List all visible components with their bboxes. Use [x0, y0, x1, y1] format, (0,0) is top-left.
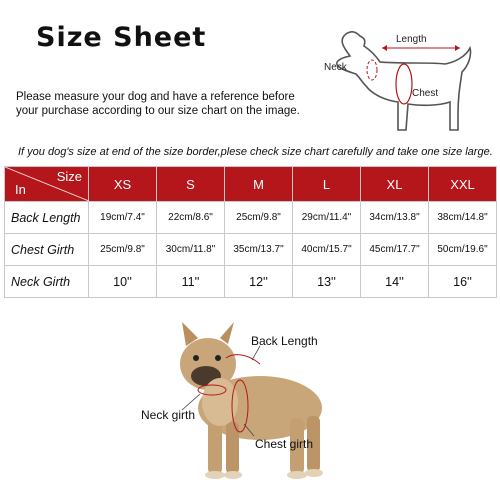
size-note: If you dog's size at end of the size border,plese check size chart carefully and take one size large.	[18, 146, 493, 158]
table-cell: 19cm/7.4"	[89, 202, 157, 234]
table-cell: 10''	[89, 266, 157, 298]
size-header-l: L	[293, 167, 361, 202]
table-cell: 45cm/17.7"	[361, 234, 429, 266]
size-header-m: M	[225, 167, 293, 202]
row-label-back-length: Back Length	[5, 202, 89, 234]
table-cell: 25cm/9.8"	[225, 202, 293, 234]
page-title: Size Sheet	[36, 22, 207, 53]
size-header-xl: XL	[361, 167, 429, 202]
table-row	[5, 234, 497, 266]
corner-in-label: In	[15, 182, 26, 197]
size-header-xs: XS	[89, 167, 157, 202]
table-cell: 30cm/11.8"	[157, 234, 225, 266]
table-cell: 25cm/9.8"	[89, 234, 157, 266]
table-cell: 22cm/8.6"	[157, 202, 225, 234]
neck-label: Neck	[324, 62, 347, 73]
table-row	[5, 202, 497, 234]
back-length-annotation: Back Length	[251, 334, 318, 348]
neck-girth-annotation: Neck girth	[141, 408, 196, 422]
table-cell: 16''	[429, 266, 497, 298]
table-cell: 14''	[361, 266, 429, 298]
corner-size-label: Size	[56, 169, 82, 184]
size-header-xxl: XXL	[429, 167, 497, 202]
size-header-s: S	[157, 167, 225, 202]
table-cell: 34cm/13.8"	[361, 202, 429, 234]
table-header-row	[5, 167, 497, 202]
table-cell: 35cm/13.7"	[225, 234, 293, 266]
length-label: Length	[396, 34, 427, 45]
size-table	[4, 166, 497, 298]
chest-girth-annotation: Chest girth	[255, 437, 314, 451]
chest-label: Chest	[412, 88, 439, 99]
table-row	[5, 266, 497, 298]
table-cell: 38cm/14.8"	[429, 202, 497, 234]
intro-text: Please measure your dog and have a reference before your purchase according to our size chart on the image.	[16, 91, 300, 117]
table-cell: 12''	[225, 266, 293, 298]
dog-outline-diagram	[320, 26, 495, 138]
table-cell: 29cm/11.4"	[293, 202, 361, 234]
table-corner-cell	[5, 167, 89, 202]
table-cell: 50cm/19.6"	[429, 234, 497, 266]
table-cell: 40cm/15.7"	[293, 234, 361, 266]
row-label-neck-girth: Neck Girth	[5, 266, 89, 298]
row-label-chest-girth: Chest Girth	[5, 234, 89, 266]
table-cell: 11''	[157, 266, 225, 298]
table-cell: 13''	[293, 266, 361, 298]
